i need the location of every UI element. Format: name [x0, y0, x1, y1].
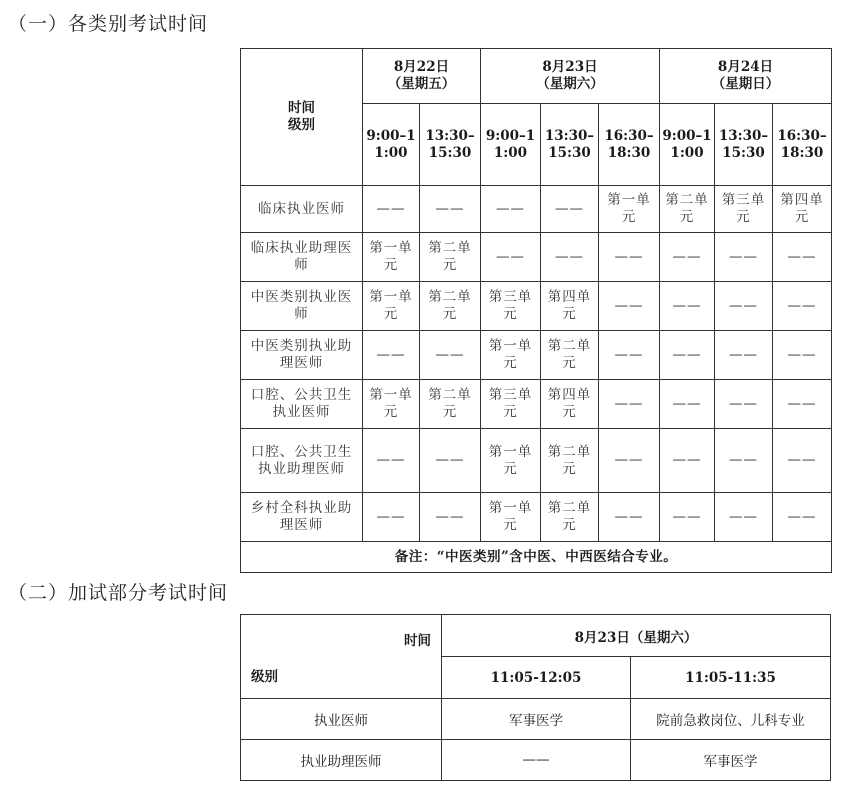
section-2-title: （二）加试部分考试时间: [8, 582, 229, 604]
schedule-cell: ——: [660, 429, 715, 493]
category-cell: 临床执业助理医师: [241, 233, 363, 282]
corner-level-label: 级别: [288, 117, 315, 133]
schedule-cell: ——: [541, 186, 599, 233]
schedule-cell: ——: [660, 331, 715, 380]
table-row: [241, 380, 832, 429]
schedule-cell: ——: [420, 331, 481, 380]
schedule-cell: ——: [481, 186, 541, 233]
schedule-cell: ——: [773, 429, 832, 493]
day-header: [660, 49, 832, 104]
day-header: [481, 49, 660, 104]
time-slot: 13:30–15:30: [420, 104, 481, 186]
schedule-cell: 第二单元: [541, 429, 599, 493]
schedule-cell: ——: [660, 380, 715, 429]
schedule-cell: ——: [715, 380, 773, 429]
schedule-cell: ——: [599, 331, 660, 380]
schedule-cell: ——: [599, 282, 660, 331]
category-cell: 口腔、公共卫生执业医师: [241, 380, 363, 429]
schedule-cell: ——: [715, 331, 773, 380]
category-cell: 口腔、公共卫生执业助理医师: [241, 429, 363, 493]
schedule-cell: ——: [660, 233, 715, 282]
schedule-cell: ——: [715, 429, 773, 493]
schedule-cell: 第二单元: [541, 493, 599, 542]
schedule-cell: 第二单元: [541, 331, 599, 380]
day-weekday: （星期六）: [536, 76, 604, 92]
schedule-cell: ——: [773, 282, 832, 331]
schedule-cell: 院前急救岗位、儿科专业: [631, 699, 831, 740]
schedule-cell: 第二单元: [420, 233, 481, 282]
table-note: 备注：“中医类别”含中医、中西医结合专业。: [241, 542, 832, 573]
time-slot: 13:30–15:30: [715, 104, 773, 186]
schedule-cell: ——: [599, 233, 660, 282]
schedule-cell: ——: [715, 493, 773, 542]
schedule-cell: 第三单元: [715, 186, 773, 233]
time-slot: 13:30–15:30: [541, 104, 599, 186]
schedule-cell: 第二单元: [420, 282, 481, 331]
schedule-cell: 军事医学: [631, 740, 831, 781]
section-1-title: （一）各类别考试时间: [8, 13, 209, 35]
schedule-cell: ——: [773, 233, 832, 282]
corner-time-label: 时间: [288, 100, 315, 116]
category-cell: 执业助理医师: [241, 740, 442, 781]
schedule-cell: 第一单元: [363, 282, 420, 331]
schedule-cell: 第四单元: [541, 380, 599, 429]
time-slot: 9:00–11:00: [660, 104, 715, 186]
time-slot: 11:05-12:05: [442, 657, 631, 699]
category-cell: 乡村全科执业助理医师: [241, 493, 363, 542]
schedule-cell: ——: [660, 282, 715, 331]
schedule-cell: 第二单元: [660, 186, 715, 233]
day-header: [363, 49, 481, 104]
schedule-cell: ——: [363, 493, 420, 542]
schedule-cell: ——: [420, 429, 481, 493]
day-weekday: （星期五）: [387, 76, 456, 92]
day-date: 8月22日: [393, 59, 450, 75]
schedule-cell: ——: [363, 186, 420, 233]
table-row: [241, 282, 832, 331]
schedule-cell: ——: [363, 429, 420, 493]
table-row: [241, 233, 832, 282]
category-cell: 临床执业医师: [241, 186, 363, 233]
schedule-cell: 第一单元: [481, 331, 541, 380]
schedule-cell: ——: [660, 493, 715, 542]
schedule-cell: ——: [715, 282, 773, 331]
schedule-cell: ——: [363, 331, 420, 380]
corner-level-label: 级别: [251, 669, 278, 685]
schedule-cell: ——: [599, 380, 660, 429]
schedule-cell: 第四单元: [541, 282, 599, 331]
corner-header: [241, 615, 442, 699]
corner-time-label: 时间: [404, 633, 431, 649]
category-cell: 执业医师: [241, 699, 442, 740]
schedule-cell: 第一单元: [599, 186, 660, 233]
day-date: 8月24日: [717, 59, 774, 75]
schedule-cell: ——: [420, 493, 481, 542]
schedule-cell: 军事医学: [442, 699, 631, 740]
category-cell: 中医类别执业医师: [241, 282, 363, 331]
table-row: [241, 429, 832, 493]
schedule-cell: ——: [773, 331, 832, 380]
schedule-cell: 第四单元: [773, 186, 832, 233]
schedule-cell: ——: [773, 380, 832, 429]
time-slot: 9:00–11:00: [481, 104, 541, 186]
schedule-cell: 第一单元: [481, 493, 541, 542]
extra-exam-table: [240, 614, 831, 781]
table-row: [241, 493, 832, 542]
schedule-cell: 第三单元: [481, 380, 541, 429]
time-slot: 11:05-11:35: [631, 657, 831, 699]
schedule-cell: 第二单元: [420, 380, 481, 429]
schedule-cell: 第三单元: [481, 282, 541, 331]
schedule-cell: ——: [541, 233, 599, 282]
time-slot: 16:30–18:30: [599, 104, 660, 186]
table-row: [241, 331, 832, 380]
time-slot: 9:00–11:00: [363, 104, 420, 186]
schedule-cell: 第一单元: [481, 429, 541, 493]
schedule-cell: 第一单元: [363, 233, 420, 282]
schedule-cell: ——: [442, 740, 631, 781]
schedule-cell: ——: [481, 233, 541, 282]
schedule-cell: ——: [773, 493, 832, 542]
schedule-cell: ——: [715, 233, 773, 282]
time-slot: 16:30–18:30: [773, 104, 832, 186]
exam-schedule-table: [240, 48, 832, 573]
schedule-cell: ——: [599, 429, 660, 493]
day-header: 8月23日（星期六）: [442, 615, 831, 657]
table-row: [241, 186, 832, 233]
schedule-cell: ——: [420, 186, 481, 233]
day-weekday: （星期日）: [711, 76, 780, 92]
day-date: 8月23日: [542, 59, 598, 75]
category-cell: 中医类别执业助理医师: [241, 331, 363, 380]
schedule-cell: ——: [599, 493, 660, 542]
corner-header: [241, 49, 363, 186]
schedule-cell: 第一单元: [363, 380, 420, 429]
